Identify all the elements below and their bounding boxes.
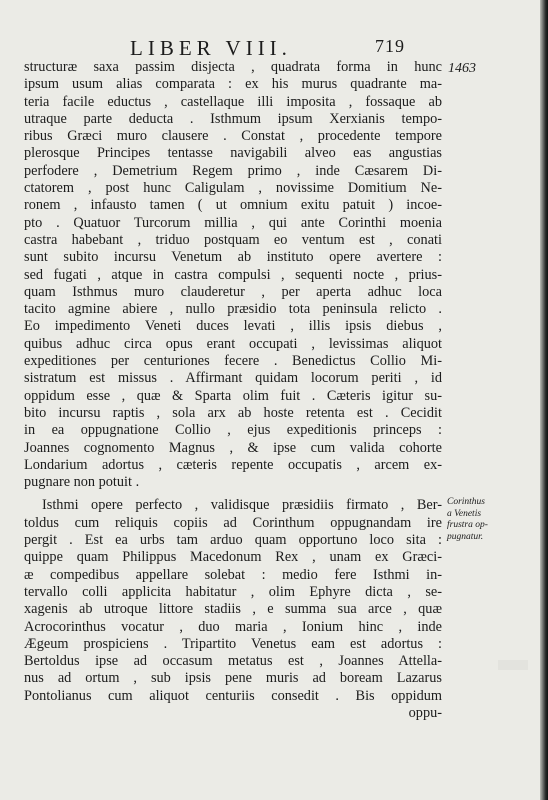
- text-line: Eo impedimento Veneti duces levati , illis ipsis diebus ,: [24, 318, 442, 335]
- marginal-note-line: a Venetis: [447, 508, 482, 519]
- text-line: castra habebant , triduo postquam eo ventum est , conati: [24, 231, 442, 248]
- text-line: bito incursu raptis , sola arx ab hoste retenta est . Cecidit: [24, 404, 442, 421]
- text-line: pugnare non potuit .: [24, 474, 140, 491]
- text-line: sed fugati , atque in castra compulsi , sequenti nocte , prius-: [24, 266, 442, 283]
- text-line: æ compedibus appellare solebat : medio fere Isthmi in-: [24, 566, 442, 583]
- page-number: 719: [375, 36, 405, 56]
- text-line: toldus cum reliquis copiis ad Corinthum oppugnandam ire: [24, 514, 442, 531]
- text-line: ctatorem , post hunc Caligulam , novissime Domitium Ne-: [24, 180, 442, 197]
- text-line: sistratum est missus . Affirmant quidam locorum periti , id: [24, 370, 442, 387]
- text-line: structuræ saxa passim disjecta , quadrata forma in hunc: [24, 59, 442, 75]
- text-line: Pontolianus cum aliquot centuriis consedit . Bis oppidum: [24, 687, 442, 704]
- text-line: Ægeum prospiciens . Tripartito Venetus eam est adortus :: [24, 635, 442, 652]
- text-line: quibus adhuc circa opus erant occupati , levissimas aliquot: [24, 335, 442, 352]
- paragraph-1: [24, 59, 442, 491]
- text-line: Joannes cognomento Magnus , & ipse cum valida cohorte: [24, 439, 442, 456]
- text-line: oppidum esse , quæ & Sparta olim fuit . Cæteris igitur su-: [24, 387, 442, 404]
- text-line: utraque parte deducta . Isthmum ipsum Xerxianis tempo-: [24, 110, 442, 127]
- text-line: expeditiones per centuriones fecere . Benedictus Collio Mi-: [24, 353, 442, 370]
- text-line: Acrocorinthus vocatur , duo maria , Ionium hinc , inde: [24, 618, 442, 635]
- text-line: ribus Græci muro clausere . Constat , procedente tempore: [24, 128, 442, 145]
- text-line: quippe quam Philippus Macedonum Rex , unam ex Græci-: [24, 549, 442, 566]
- text-line: pergit . Est ea urbs tam arduo quam opportuno loco sita :: [24, 532, 442, 549]
- paragraph-2: [24, 497, 442, 705]
- catchword: oppu-: [408, 704, 442, 721]
- text-line: tacito agmine abiere , nullo præsidio tota peninsula relicto .: [24, 301, 442, 318]
- marginal-note: [447, 497, 509, 543]
- text-line: pto . Quatuor Turcorum millia , qui ante Corinthi moenia: [24, 214, 442, 231]
- text-line: nus ad ortum , sub ipsis pene muris ad boream Lazarus: [24, 670, 442, 687]
- text-line: xagenis ab utroque littore stadiis , e summa sua arce , quæ: [24, 601, 442, 618]
- text-line: in ea oppugnatione Collio , ejus expeditionis princeps :: [24, 422, 442, 439]
- marginal-note-line: Corinthus: [447, 497, 486, 507]
- running-head: LIBER VIII.: [130, 36, 292, 60]
- body-text: [24, 59, 442, 722]
- marginal-note-line: frustra op-: [447, 520, 488, 530]
- text-line: teria facile eductus , castellaque illi imposita , fossaque ab: [24, 93, 442, 110]
- marginal-note-line: pugnatur.: [447, 531, 484, 542]
- text-line: ronem , infausto tamen ( ut omnium exitu patuit ) incoe-: [24, 197, 442, 214]
- margin-year: 1463: [448, 61, 476, 76]
- text-line: Bertoldus ipse ad occasum metatus est , Joannes Attella-: [24, 653, 442, 670]
- text-line: plerosque Principes tentasse navigabili alveo eas angustias: [24, 145, 442, 162]
- text-line: tervallo colli applicita habitatur , olim Ephyre dicta , se-: [24, 583, 442, 600]
- text-line: Isthmi opere perfecto , validisque præsidiis firmato , Ber-: [42, 497, 442, 514]
- text-line: sunt subito incursu Venetum ab instituto opere avertere :: [24, 249, 442, 266]
- page-edge-shadow: [540, 0, 548, 800]
- text-line: ipsum usum alias comparata : ex his murus quadrante ma-: [24, 76, 442, 93]
- text-line: quam Isthmus muro clauderetur , per aperta adhuc loca: [24, 283, 442, 300]
- show-through-smudge: [498, 660, 528, 670]
- text-line: Londarium adortus , cæteris repente occupatis , arcem ex-: [24, 456, 442, 473]
- text-line: perfodere , Demetrium Regem primo , inde Cæsarem Di-: [24, 162, 442, 179]
